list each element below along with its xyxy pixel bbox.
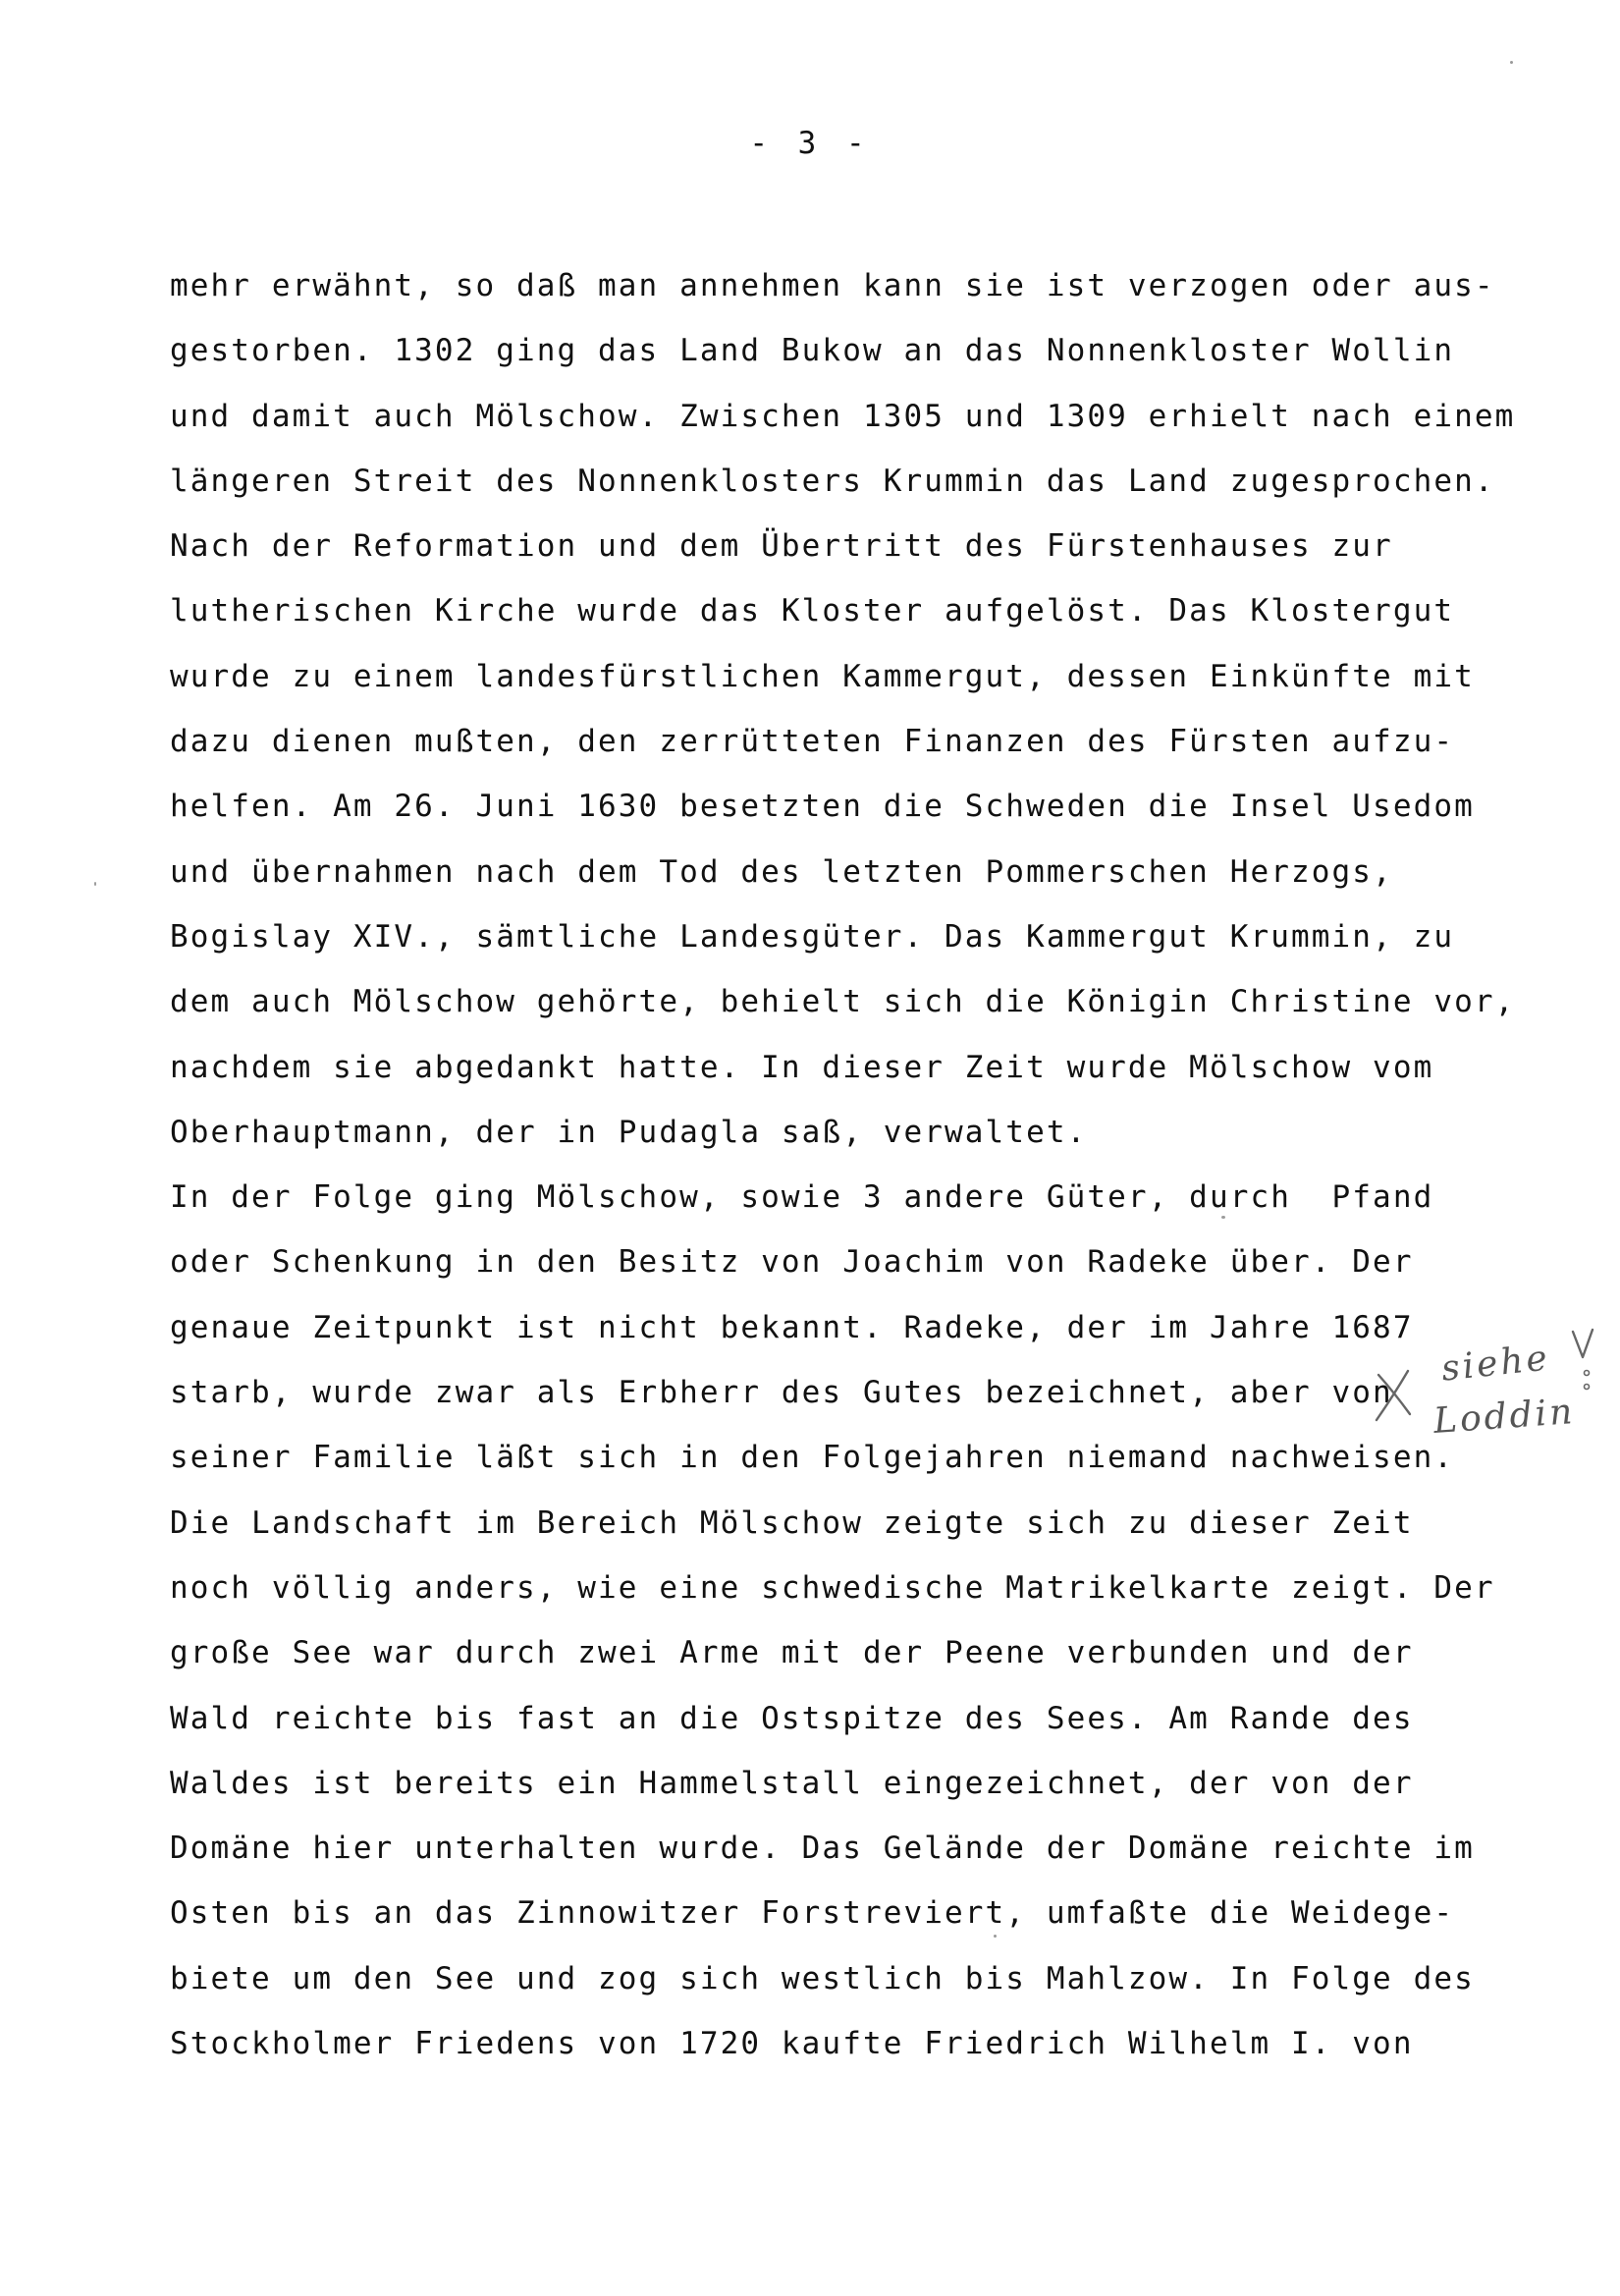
paper-speck [1221,1216,1225,1219]
text-line: Die Landschaft im Bereich Mölschow zeigte sich zu dieser Zeit [170,1504,1414,1541]
text-line: nachdem sie abgedankt hatte. In dieser Zeit wurde Mölschow vom [170,1049,1434,1085]
text-line: starb, wurde zwar als Erbherr des Gutes bezeichnet, aber von [170,1375,1393,1411]
text-line: genaue Zeitpunkt ist nicht bekannt. Radeke, der im Jahre 1687 [170,1309,1414,1345]
text-line: In der Folge ging Mölschow, sowie 3 andere Güter, durch Pfand [170,1179,1434,1216]
text-line: Stockholmer Friedens von 1720 kaufte Friedrich Wilhelm I. von [170,2026,1414,2062]
text-line: oder Schenkung in den Besitz von Joachim von Radeke über. Der [170,1244,1414,1281]
text-line: helfen. Am 26. Juni 1630 besetzten die Schweden die Insel Usedom [170,789,1475,825]
text-line: Osten bis an das Zinnowitzer Forstreviert, umfaßte die Weidege- [170,1895,1455,1932]
text-line: große See war durch zwei Arme mit der Peene verbunden und der [170,1635,1414,1671]
text-line: Wald reichte bis fast an die Ostspitze des Sees. Am Rande des [170,1700,1414,1736]
note-word-siehe: siehe [1439,1338,1552,1390]
text-line: lutherischen Kirche wurde das Kloster aufgelöst. Das Klostergut [170,593,1455,629]
text-line: Nach der Reformation und dem Übertritt des Fürstenhauses zur [170,528,1393,565]
pencil-marks-icon [1365,1316,1610,1463]
text-line: und damit auch Mölschow. Zwischen 1305 und 1309 erhielt nach einem [170,398,1516,434]
handwritten-margin-note [1365,1316,1610,1463]
text-line: Bogislay XIV., sämtliche Landesgüter. Das Kammergut Krummin, zu [170,918,1455,955]
text-line: noch völlig anders, wie eine schwedische Matrikelkarte zeigt. Der [170,1569,1495,1606]
text-line: längeren Streit des Nonnenklosters Krummin das Land zugesprochen. [170,463,1495,499]
paper-speck [1510,61,1513,64]
paper-speck [994,1935,997,1938]
paper-speck [94,882,96,886]
text-line: gestorben. 1302 ging das Land Bukow an das Nonnenkloster Wollin [170,333,1455,369]
text-line: biete um den See und zog sich westlich bis Mahlzow. In Folge des [170,1960,1475,1996]
text-line: dazu dienen mußten, den zerrütteten Finanzen des Fürsten aufzu- [170,724,1455,760]
page-number: - 3 - [749,126,871,161]
text-line: seiner Familie läßt sich in den Folgejahren niemand nachweisen. [170,1440,1455,1476]
text-line: dem auch Mölschow gehörte, behielt sich die Königin Christine vor, [170,984,1516,1020]
note-word-loddin: Loddin [1431,1392,1577,1442]
text-line: wurde zu einem landesfürstlichen Kammergut, dessen Einkünfte mit [170,658,1475,694]
text-line: Domäne hier unterhalten wurde. Das Gelände der Domäne reichte im [170,1831,1475,1867]
text-line: Oberhauptmann, der in Pudagla saß, verwaltet. [170,1114,1088,1150]
text-line: und übernahmen nach dem Tod des letzten Pommerschen Herzogs, [170,853,1393,890]
text-line: Waldes ist bereits ein Hammelstall eingezeichnet, der von der [170,1765,1414,1801]
text-line: mehr erwähnt, so daß man annehmen kann sie ist verzogen oder aus- [170,268,1495,303]
